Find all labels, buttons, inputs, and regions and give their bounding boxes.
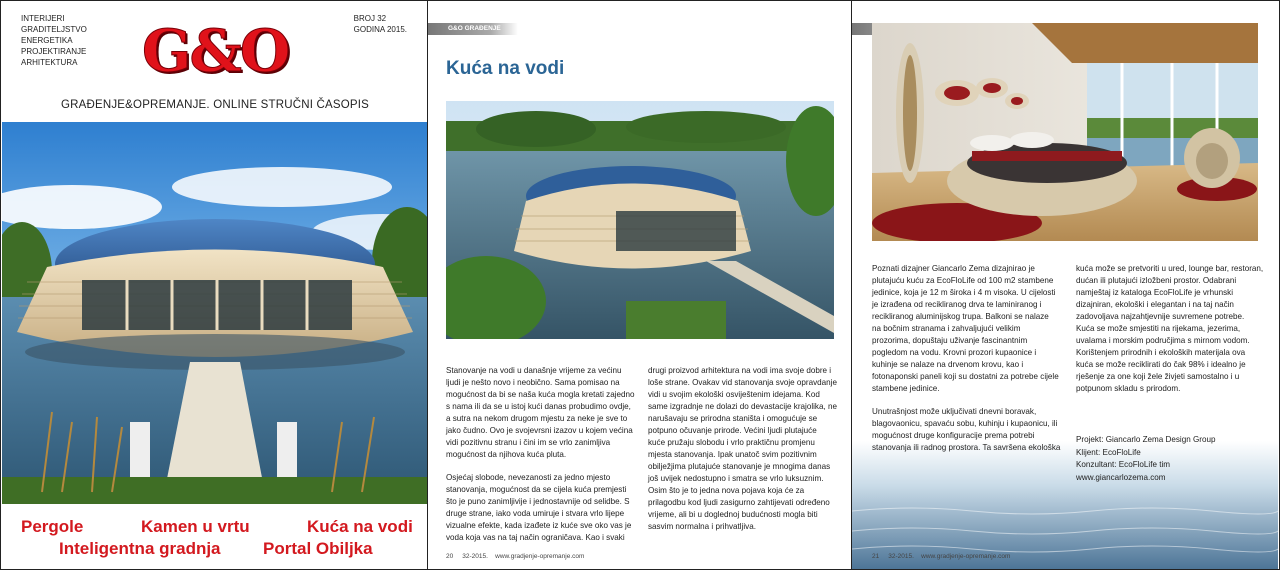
article-page-21 bbox=[852, 0, 1280, 570]
headline-kamen-u-vrtu[interactable]: Kamen u vrtu bbox=[141, 517, 250, 536]
category-label: ARHITEKTURA bbox=[21, 58, 78, 67]
magazine-logo: G&O bbox=[142, 17, 289, 85]
paragraph: Osjećaj slobode, nevezanosti za jedno mjesto stanovanja, mogućnost da se cijela kuća premjesti što je puno zanimljivije i jednostavnije od selidbe. S druge strane, iako voda umiruje i stvara vrlo lijepe vizualne efekte, kada izađete iz kuće sve oko vas je voda koja vas na taj način ograničava. Kao i svaki bbox=[446, 473, 632, 542]
article-column-2 bbox=[1076, 263, 1276, 406]
article-title: Kuća na vodi bbox=[446, 58, 565, 79]
paragraph: kuća može se pretvoriti u ured, lounge bar, restoran, dućan ili plutajući izložbeni prostor. Odabrani namještaj iz kataloga EcoFloLife je vrhunski dizajniran, ekološki i elegantan i na taj način zadovoljava najzahtjevnije suvremene potrebe. Kuća se može smjestiti na rijekama, jezerima, uvalama i morskim područjima s mirnom vodom. Korištenjem prirodnih i ekoloških materijala ova kuća se može reciklirati do čak 98% i idealno je rješenje za one koji žele živjeti samostalno i u potpunom skladu s prirodom. bbox=[1076, 264, 1264, 393]
category-label: INTERIJERI bbox=[21, 14, 65, 23]
credit-consultant: Konzultant: EcoFloLife tim bbox=[1076, 460, 1171, 469]
cover-tagline: GRAĐENJE&OPREMANJE. ONLINE STRUČNI ČASOPIS bbox=[60, 99, 370, 111]
headline-inteligentna-gradnja[interactable]: Inteligentna gradnja bbox=[59, 539, 221, 558]
paragraph: Stanovanje na vodi u današnje vrijeme za većinu ljudi je nešto novo i neobično. Sama pomisao na mogućnost da bi se naša kuća mogla kretati zajedno s nama ili da se u istoj kući danas probudimo ovdje, a sutra na nekom drugom mjestu za neke je sve to jako čudno. Ovo je svojevrsni izazov u kojem većina vidi pozitivnu stranu i čini im se vrlo zanimljiva mogućnost da njihova kuća pluta. bbox=[446, 366, 635, 459]
page-number: 20 bbox=[446, 553, 454, 560]
category-label: ENERGETIKA bbox=[21, 36, 73, 45]
article-column-1 bbox=[446, 365, 646, 555]
paragraph: drugi proizvod arhitektura na vodi ima svoje dobre i loše strane. Ovakav vid stanovanja svoje opravdanje vidi u svojim ekološki osviještenim idejama. Kod same izgradnje ne dolazi do devastacije krajolika, ne narušavaju se prirodna staništa i omogućuje se potpuno očuvanje prirode. Većini ljudi plutajuće kuće pružaju slobodu i vrlo praktičnu promjenu mjesta stanovanja. Ipak unatoč svim pozitivnim obilježjima plutajuće stanovanje je mnogima danas još uvijek nedostupno i smatra se vrlo luksuznim. Osim što je to jedna nova pojava koja će za prilagodbu kod ljudi zasigurno zahtijevati određeno vrijeme, ali bi u doglednoj budućnosti mogla biti sasvim normalna i prihvatljiva. bbox=[648, 366, 837, 531]
article-page-20 bbox=[428, 0, 852, 570]
article-photo-floating-house bbox=[446, 101, 834, 339]
footer-url[interactable]: www.gradjenje-opremanje.com bbox=[921, 553, 1011, 560]
page-footer bbox=[872, 553, 1010, 560]
credit-website[interactable]: www.giancarlozema.com bbox=[1076, 472, 1166, 482]
paragraph: Unutrašnjost može uključivati dnevni boravak, blagovaonicu, spavaću sobu, kuhinju i kupaonicu, ili mogućnost druge konfiguracije prema potrebi stanovanja ili radnog prostora. Ta savršena ekološka bbox=[872, 407, 1061, 452]
headline-kuca-na-vodi[interactable]: Kuća na vodi bbox=[307, 517, 413, 536]
credit-project: Projekt: Giancarlo Zema Design Group bbox=[1076, 435, 1216, 444]
category-label: PROJEKTIRANJE bbox=[21, 47, 87, 56]
paragraph: Poznati dizajner Giancarlo Zema dizajnirao je plutajuću kuću za EcoFloLife od 100 m2 stambene jedinice, koja je 12 m široka i 4 m visoka. U cijelosti je izrađena od recikliranog drva te laminiranog i recikliranog aluminijskog trupa. Balkoni se nalaze na bočnim stranama i zahvaljujući velikim prozorima, dopuštaju uživanje fascinantnim pogledom na vodu. Krovni prozori kupaonice i kuhinje se nalaze na drvenom krovu, kao i fotonaponski paneli koji su dostatni za potrebe cijele stambene jedinice. bbox=[872, 264, 1059, 393]
cover-categories bbox=[21, 13, 87, 68]
article-photo-bedroom-interior bbox=[872, 23, 1258, 241]
page-number: 21 bbox=[872, 553, 880, 560]
article-column-2 bbox=[648, 365, 846, 544]
issue-number: BROJ 32 bbox=[353, 14, 387, 23]
magazine-cover bbox=[0, 0, 428, 570]
issue-year: GODINA 2015. bbox=[353, 25, 407, 34]
project-credits bbox=[1076, 434, 1215, 484]
footer-issue: 32-2015. bbox=[888, 553, 914, 560]
category-label: GRADITELJSTVO bbox=[21, 25, 87, 34]
issue-info bbox=[354, 13, 407, 35]
footer-issue: 32-2015. bbox=[462, 553, 488, 560]
section-label: G&O GRAĐENJE bbox=[428, 23, 518, 35]
cover-photo-floating-house bbox=[2, 122, 428, 504]
credit-client: Klijent: EcoFloLife bbox=[1076, 447, 1141, 457]
footer-url[interactable]: www.gradjenje-opremanje.com bbox=[495, 553, 585, 560]
page-footer bbox=[446, 553, 584, 560]
article-column-1 bbox=[872, 263, 1072, 465]
headline-portal-obiljka[interactable]: Portal Obiljka bbox=[263, 539, 373, 558]
headline-pergole[interactable]: Pergole bbox=[21, 517, 84, 536]
